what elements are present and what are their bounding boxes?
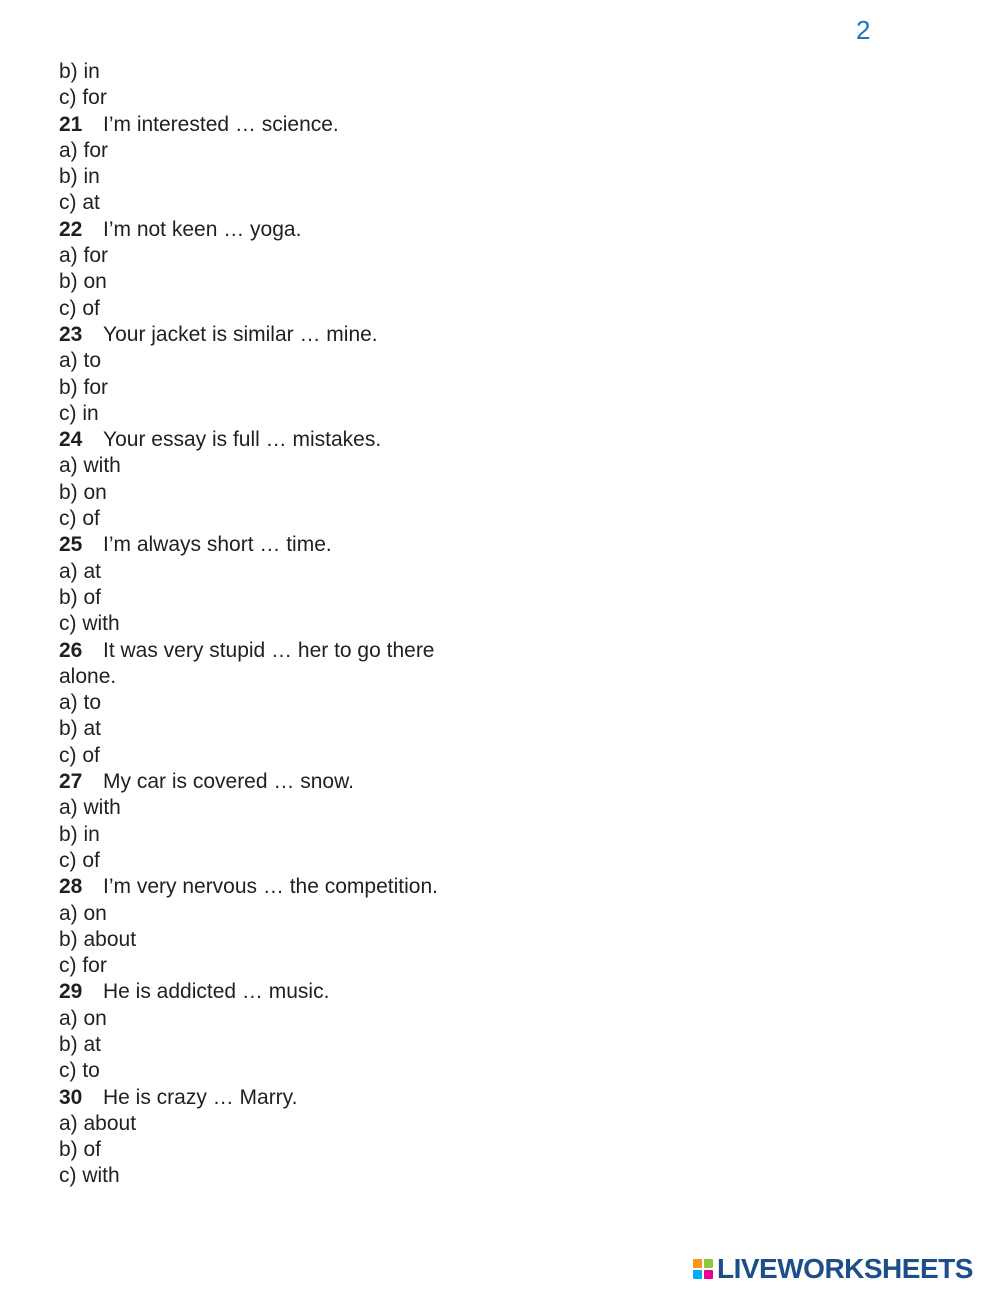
option-line: b) at (59, 717, 102, 741)
option-line: a) about (59, 1111, 137, 1135)
question-text-continued: alone. (59, 664, 117, 688)
question-text: I’m interested … science. (103, 112, 339, 136)
option-line: c) for (59, 86, 107, 110)
option-line: b) on (59, 480, 107, 504)
option-line: b) for (59, 375, 109, 399)
question-text: My car is covered … snow. (103, 770, 354, 794)
question-number: 28 (59, 875, 83, 899)
logo-square (704, 1259, 713, 1268)
option-line: b) in (59, 822, 100, 846)
option-line: c) of (59, 507, 100, 531)
option-line: b) about (59, 927, 137, 951)
option-line: a) to (59, 691, 102, 715)
option-line: a) to (59, 349, 102, 373)
option-line: a) on (59, 901, 107, 925)
question-text: He is crazy … Marry. (103, 1085, 298, 1109)
question-23 (59, 322, 489, 348)
liveworksheets-logo (693, 1254, 973, 1284)
question-number: 26 (59, 638, 83, 662)
logo-square (693, 1270, 702, 1279)
question-22 (59, 217, 489, 243)
question-26 (59, 638, 489, 664)
option-line: b) at (59, 1032, 102, 1056)
question-number: 29 (59, 980, 83, 1004)
question-21 (59, 112, 489, 138)
option-line: b) of (59, 1138, 102, 1162)
option-line: c) to (59, 1059, 100, 1083)
question-27 (59, 769, 489, 795)
question-number: 30 (59, 1085, 83, 1109)
logo-text: LIVEWORKSHEETS (717, 1253, 973, 1284)
question-28 (59, 874, 489, 900)
question-text: I’m always short … time. (103, 533, 332, 557)
question-30 (59, 1085, 489, 1111)
option-line: a) on (59, 1006, 107, 1030)
option-line: c) of (59, 743, 100, 767)
option-line: b) in (59, 60, 100, 83)
option-line: b) in (59, 165, 100, 189)
option-line: c) at (59, 191, 100, 215)
logo-mark-icon (693, 1259, 713, 1279)
question-number: 22 (59, 217, 83, 241)
page-number: 2 (856, 15, 871, 45)
question-text: It was very stupid … her to go there (103, 638, 435, 662)
option-line: a) with (59, 454, 121, 478)
question-24 (59, 427, 489, 453)
option-line: a) with (59, 796, 121, 820)
question-text: I’m not keen … yoga. (103, 217, 302, 241)
option-line: a) for (59, 138, 109, 162)
question-number: 24 (59, 428, 83, 452)
question-number: 27 (59, 770, 83, 794)
question-text: Your jacket is similar … mine. (103, 322, 378, 346)
question-text: I’m very nervous … the competition. (103, 875, 438, 899)
question-29 (59, 979, 489, 1005)
option-line: c) in (59, 401, 99, 425)
option-line: c) of (59, 296, 100, 320)
logo-square (693, 1259, 702, 1268)
option-line: a) for (59, 244, 109, 268)
question-number: 21 (59, 112, 83, 136)
option-line: a) at (59, 559, 102, 583)
option-line: c) for (59, 954, 107, 978)
question-25 (59, 532, 489, 558)
logo-square (704, 1270, 713, 1279)
worksheet-content (59, 59, 489, 1190)
option-line: b) on (59, 270, 107, 294)
question-number: 25 (59, 533, 83, 557)
option-line: b) of (59, 585, 102, 609)
option-line: c) with (59, 1164, 120, 1188)
question-number: 23 (59, 322, 83, 346)
question-text: Your essay is full … mistakes. (103, 428, 382, 452)
option-line: c) of (59, 848, 100, 872)
option-line: c) with (59, 612, 120, 636)
question-text: He is addicted … music. (103, 980, 330, 1004)
